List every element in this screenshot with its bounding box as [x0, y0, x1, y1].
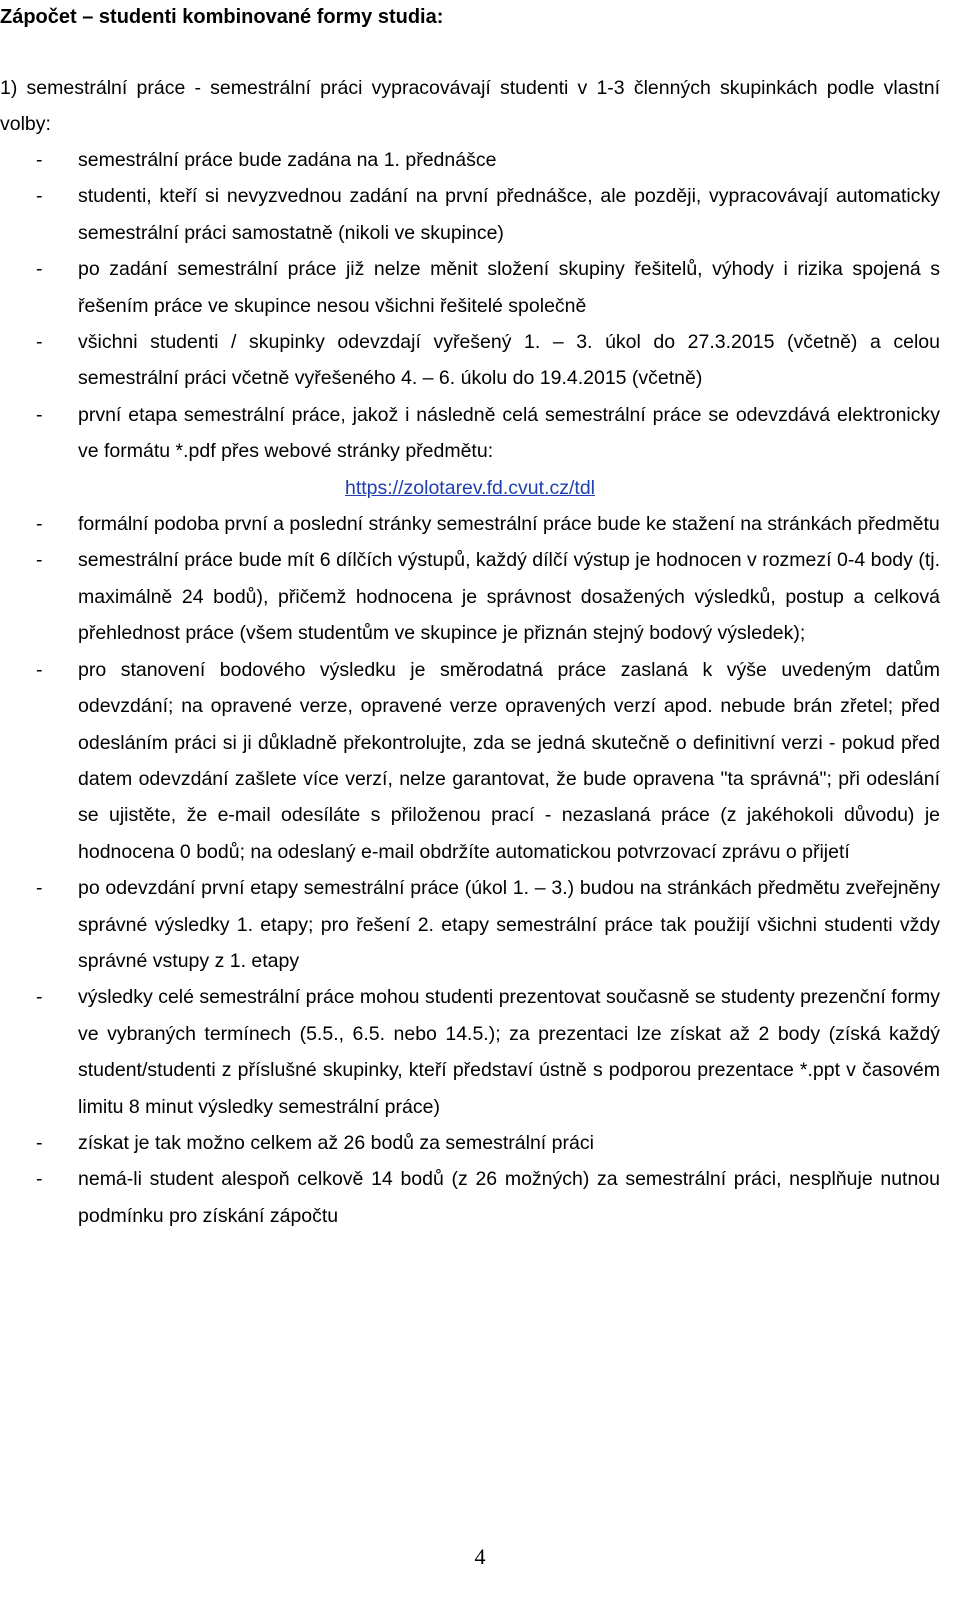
intro-paragraph: 1) semestrální práce - semestrální práci vypracovávají studenti v 1-3 členných skupinkách podle vlastní volby: — [0, 77, 940, 135]
list-dash: - — [36, 185, 43, 208]
list-dash: - — [36, 1131, 43, 1154]
list-item — [0, 397, 940, 470]
list-item-text: po zadání semestrální práce již nelze měnit složení skupiny řešitelů, výhody i rizika spojená s řešením práce ve skupince nesou všichni řešitelé společně — [78, 258, 940, 317]
course-website-link[interactable]: https://zolotarev.fd.cvut.cz/tdl — [345, 476, 595, 499]
list-item-text: získat je tak možno celkem až 26 bodů za semestrální práci — [78, 1131, 594, 1154]
list-item-text: studenti, kteří si nevyzvednou zadání na první přednášce, ale později, vypracovávají automaticky semestrální práci samostatně (nikoli ve skupince) — [78, 185, 940, 244]
list-item-text: formální podoba první a poslední stránky semestrální práce bude ke stažení na stránkách předmětu — [78, 513, 940, 536]
list-item-text: po odevzdání první etapy semestrální práce (úkol 1. – 3.) budou na stránkách předmětu zveřejněny správné výsledky 1. etapy; pro řešení 2. etapy semestrální práce tak použijí všichni studenti vždy správné vstupy z 1. etapy — [78, 877, 940, 972]
list-dash: - — [36, 149, 43, 171]
page-number: 4 — [474, 1544, 486, 1569]
list-item — [0, 542, 940, 651]
list-dash: - — [36, 1168, 43, 1191]
list-dash: - — [36, 549, 43, 572]
list-item-text: výsledky celé semestrální práce mohou studenti prezentovat současně se studenty prezenční formy ve vybraných termínech (5.5., 6.5. nebo 14.5.); za prezentaci lze získat až 2 body (získá každý student/studenti z příslušné skupinky, kteří představí ústně s podporou prezentace *.ppt v časovém limitu 8 minut výsledky semestrální práce) — [78, 986, 940, 1118]
list-dash: - — [36, 877, 43, 900]
list-item-text: nemá-li student alespoň celkově 14 bodů (z 26 možných) za semestrální práci, nesplňuje nutnou podmínku pro získání zápočtu — [78, 1168, 940, 1227]
list-item-text: semestrální práce bude mít 6 dílčích výstupů, každý dílčí výstup je hodnocen v rozmezí 0-4 body (tj. maximálně 24 bodů), přičemž hodnocena je správnost dosažených výsledků, postup a celková přehlednost práce (všem studentům ve skupince je přiznán stejný bodový výsledek); — [78, 549, 940, 645]
list-item-text: pro stanovení bodového výsledku je směrodatná práce zaslaná k výše uvedeným datům odevzdání; na opravené verze, opravené verze opravených verzí apod. nebude brán zřetel; před odesláním práci si ji důkladně překontrolujte, zda se jedná skutečně o definitivní verzi - pokud před datem odevzdání zašlete více verzí, nelze garantovat, že bude opravena "ta správná"; při odeslání se ujistěte, že e-mail odesíláte s přiloženou prací - nezaslaná práce (z jakéhokoli důvodu) je hodnocena 0 bodů; na odeslaný e-mail obdržíte automatickou potvrzovací zprávu o přijetí — [78, 658, 940, 863]
list-dash: - — [36, 258, 43, 281]
list-item — [0, 870, 940, 979]
list-item — [0, 178, 940, 251]
list-item — [0, 251, 940, 324]
list-item — [0, 1161, 940, 1234]
list-item — [0, 142, 940, 178]
list-item — [0, 979, 940, 1125]
requirements-list — [0, 142, 940, 1234]
list-item — [0, 652, 940, 870]
list-dash: - — [36, 331, 43, 354]
link-line — [0, 470, 940, 506]
list-item-text: semestrální práce bude zadána na 1. přednášce — [78, 149, 497, 171]
list-item — [0, 506, 940, 542]
list-dash: - — [36, 403, 43, 426]
list-dash: - — [36, 513, 43, 536]
list-item-text: všichni studenti / skupinky odevzdají vyřešený 1. – 3. úkol do 27.3.2015 (včetně) a celou semestrální práci včetně vyřešeného 4. – 6. úkolu do 19.4.2015 (včetně) — [78, 331, 940, 390]
list-item — [0, 324, 940, 397]
list-dash: - — [36, 658, 43, 681]
list-dash: - — [36, 986, 43, 1009]
list-item-text: první etapa semestrální práce, jakož i následně celá semestrální práce se odevzdává elektronicky ve formátu *.pdf přes webové stránky předmětu: — [78, 403, 940, 463]
list-item — [0, 1125, 940, 1161]
page-title: Zápočet – studenti kombinované formy studia: — [0, 6, 444, 28]
